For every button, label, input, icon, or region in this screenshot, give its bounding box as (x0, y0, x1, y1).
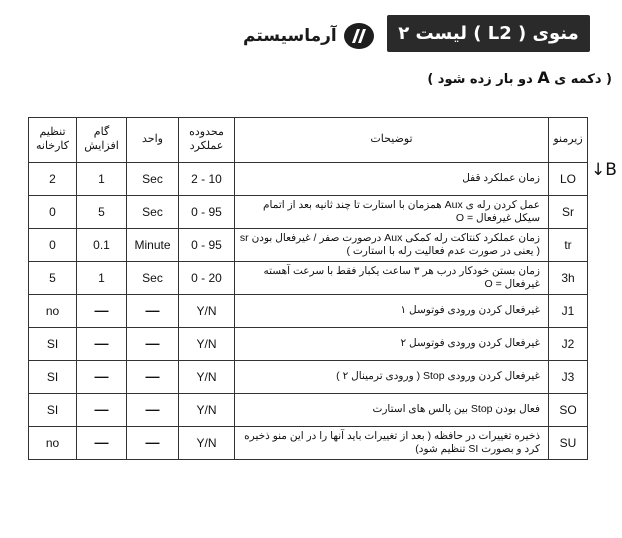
submenu-cell: Sr (549, 196, 588, 229)
col-step-header: گام افزایش (77, 118, 127, 163)
range-cell: Y/N (179, 394, 235, 427)
step-cell: — (77, 328, 127, 361)
submenu-cell: LO (549, 163, 588, 196)
col-range-header: محدوده عملکرد (179, 118, 235, 163)
range-cell: Y/N (179, 361, 235, 394)
page-title: منوی ( L2 ) لیست ۲ (387, 15, 590, 52)
factory-cell: 0 (29, 229, 77, 262)
description-cell: ذخیره تغییرات در حافظه ( بعد از تغییرات باید آنها را در این منو ذخیره کرد و بصورت SI تنظیم شود) (235, 427, 549, 460)
unit-cell: Sec (127, 196, 179, 229)
range-cell: 0 - 95 (179, 229, 235, 262)
b-down-arrow-icon: ↓B (591, 160, 617, 180)
step-cell: 0.1 (77, 229, 127, 262)
step-cell: — (77, 361, 127, 394)
factory-cell: no (29, 295, 77, 328)
table-row (29, 229, 588, 262)
range-cell: Y/N (179, 427, 235, 460)
submenu-cell: 3h (549, 262, 588, 295)
step-cell: — (77, 295, 127, 328)
factory-cell: no (29, 427, 77, 460)
table-row (29, 196, 588, 229)
table-row (29, 394, 588, 427)
submenu-cell: J3 (549, 361, 588, 394)
step-cell: — (77, 394, 127, 427)
submenu-cell: SU (549, 427, 588, 460)
brand-name: آرماسیستم (243, 26, 337, 46)
description-cell: غیرفعال کردن ورودی فوتوسل ۱ (235, 295, 549, 328)
unit-cell: Sec (127, 163, 179, 196)
range-cell: Y/N (179, 295, 235, 328)
description-cell: زمان بستن خودکار درب هر ۳ ساعت یکبار فقط با سرعت آهسته غیرفعال = O (235, 262, 549, 295)
table-row (29, 163, 588, 196)
factory-cell: SI (29, 361, 77, 394)
submenu-cell: J2 (549, 328, 588, 361)
range-cell: 2 - 10 (179, 163, 235, 196)
unit-cell: — (127, 361, 179, 394)
subtitle-prefix: ( دکمه ی (554, 72, 612, 87)
unit-cell: — (127, 295, 179, 328)
factory-cell: SI (29, 394, 77, 427)
description-cell: غیرفعال کردن ورودی فوتوسل ۲ (235, 328, 549, 361)
col-unit-header: واحد (127, 118, 179, 163)
col-factory-header: تنظیم کارخانه (29, 118, 77, 163)
col-submenu-header: زیرمنو (549, 118, 588, 163)
description-cell: غیرفعال کردن ورودی Stop ( ورودی ترمینال ۲ ) (235, 361, 549, 394)
menu-table (28, 117, 588, 460)
subtitle-key: A (537, 68, 550, 87)
table-row (29, 295, 588, 328)
description-cell: زمان عملکرد قفل (235, 163, 549, 196)
step-cell: 5 (77, 196, 127, 229)
table-row (29, 361, 588, 394)
submenu-cell: J1 (549, 295, 588, 328)
unit-cell: Minute (127, 229, 179, 262)
range-cell: 0 - 20 (179, 262, 235, 295)
factory-cell: 0 (29, 196, 77, 229)
brand (243, 20, 375, 52)
step-cell: — (77, 427, 127, 460)
range-cell: Y/N (179, 328, 235, 361)
submenu-cell: tr (549, 229, 588, 262)
description-cell: فعال بودن Stop بین پالس های استارت (235, 394, 549, 427)
col-description-header: توضیحات (235, 118, 549, 163)
description-cell: زمان عملکرد کنتاکت رله کمکی Aux درصورت صفر / غیرفعال بودن sr ( یعنی در صورت عدم فعالیت رله با استارت ) (235, 229, 549, 262)
brand-logo-icon (343, 21, 375, 51)
step-cell: 1 (77, 262, 127, 295)
table-header-row (29, 118, 588, 163)
description-cell: عمل کردن رله ی Aux همزمان با استارت تا چند ثانیه بعد از اتمام سیکل غیرفعال = O (235, 196, 549, 229)
factory-cell: 2 (29, 163, 77, 196)
range-cell: 0 - 95 (179, 196, 235, 229)
table-row (29, 262, 588, 295)
table-row (29, 328, 588, 361)
step-cell: 1 (77, 163, 127, 196)
table-row (29, 427, 588, 460)
subtitle-suffix: دو بار زده شود ) (427, 72, 533, 87)
factory-cell: 5 (29, 262, 77, 295)
unit-cell: Sec (127, 262, 179, 295)
factory-cell: SI (29, 328, 77, 361)
submenu-cell: SO (549, 394, 588, 427)
subtitle (312, 68, 612, 87)
unit-cell: — (127, 394, 179, 427)
unit-cell: — (127, 328, 179, 361)
unit-cell: — (127, 427, 179, 460)
